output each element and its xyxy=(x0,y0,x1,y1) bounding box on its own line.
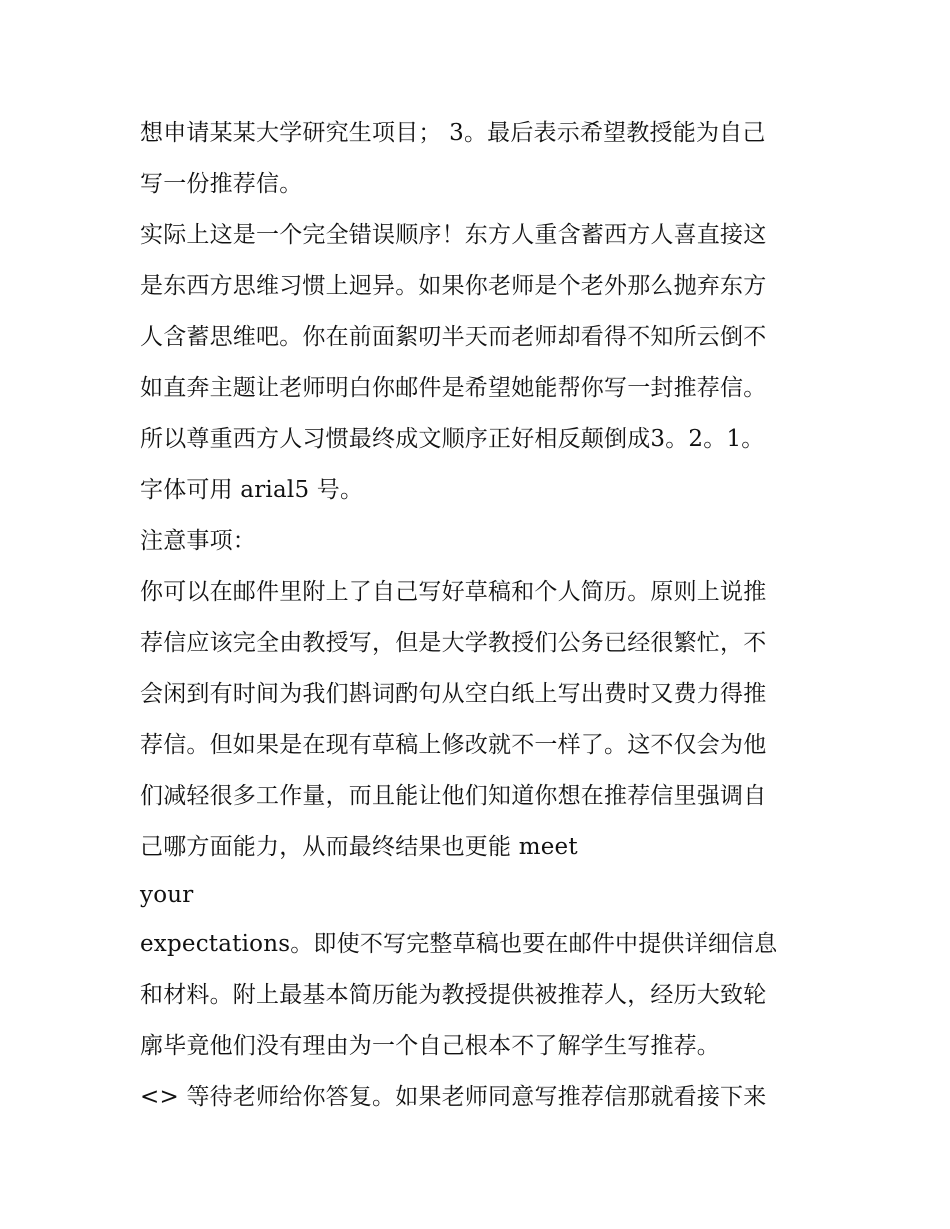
text-line: 廓毕竟他们没有理由为一个自己根本不了解学生写推荐。 xyxy=(140,1033,720,1059)
text-line: 和材料。附上最基本简历能为教授提供被推荐人，经历大致轮 xyxy=(140,982,767,1008)
text-line: 写一份推荐信。 xyxy=(140,171,303,197)
text-line: 荐信应该完全由教授写，但是大学教授们公务已经很繁忙，不 xyxy=(140,630,767,656)
text-line: 荐信。但如果是在现有草稿上修改就不一样了。这不仅会为他 xyxy=(140,732,767,758)
document-body xyxy=(140,108,820,1123)
section-heading: 注意事项： xyxy=(140,528,256,554)
text-line: <> 等待老师给你答复。如果老师同意写推荐信那就看接下来 xyxy=(140,1084,767,1110)
text-line: 如直奔主题让老师明白你邮件是希望她能帮你写一封推荐信。 xyxy=(140,375,767,401)
text-line: 们减轻很多工作量，而且能让他们知道你想在推荐信里强调自 xyxy=(140,783,767,809)
text-line: 己哪方面能力，从而最终结果也更能 meet xyxy=(140,834,578,860)
text-line: 所以尊重西方人习惯最终成文顺序正好相反颠倒成3。2。1。 xyxy=(140,426,765,452)
text-line: 你可以在邮件里附上了自己写好草稿和个人简历。原则上说推 xyxy=(140,579,767,605)
text-line: 实际上这是一个完全错误顺序！东方人重含蓄西方人喜直接这 xyxy=(140,222,767,248)
text-line: 字体可用 arial5 号。 xyxy=(140,477,364,503)
text-line: your xyxy=(140,882,194,908)
text-line: 会闲到有时间为我们斟词酌句从空白纸上写出费时又费力得推 xyxy=(140,681,767,707)
text-line: 想申请某某大学研究生项目； 3。最后表示希望教授能为自己 xyxy=(140,120,766,146)
text-line: 人含蓄思维吧。你在前面絮叨半天而老师却看得不知所云倒不 xyxy=(140,324,767,350)
text-line: expectations。即使不写完整草稿也要在邮件中提供详细信息 xyxy=(140,931,778,957)
text-line: 是东西方思维习惯上迥异。如果你老师是个老外那么抛弃东方 xyxy=(140,273,767,299)
